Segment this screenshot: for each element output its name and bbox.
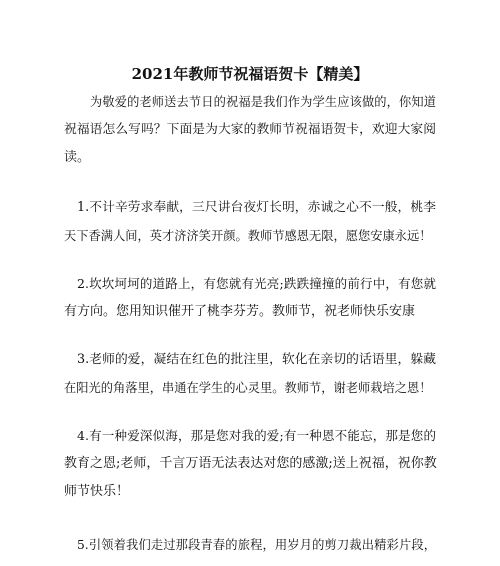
paragraph-line: 天下香满人间，英才济济笑开颜。教师节感恩无限，愿您安康永远！ [64, 229, 432, 243]
intro-paragraph [64, 88, 436, 172]
greeting-item-3 [64, 346, 436, 402]
paragraph-line: 祝福语怎么写吗？下面是为大家的教师节祝福语贺卡，欢迎大家阅 [64, 122, 436, 137]
paragraph-line: 3.老师的爱，凝结在红色的批注里，软化在亲切的话语里，躲藏 [77, 352, 436, 367]
paragraph-line: 5.引领着我们走过那段青春的旅程，用岁月的剪刀裁出精彩片段， [77, 538, 436, 552]
paragraph-line: 师节快乐！ [64, 484, 130, 499]
document-title: 2021年教师节祝福语贺卡【精美】 [131, 65, 369, 83]
paragraph-line: 在阳光的角落里，串通在学生的心灵里。教师节，谢老师栽培之恩！ [64, 381, 432, 395]
paragraph-line: 读。 [64, 150, 91, 165]
paragraph-line: 2.坎坎坷坷的道路上，有您就有光亮;跌跌撞撞的前行中，有您就 [77, 276, 436, 291]
paragraph-line: 4.有一种爱深似海，那是您对我的爱;有一种恩不能忘，那是您的 [77, 428, 436, 443]
paragraph-line: 1.不计辛劳求奉献，三尺讲台夜灯长明，赤诚之心不一般，桃李 [77, 200, 436, 215]
greeting-item-1 [64, 194, 436, 250]
paragraph-line: 为敬爱的老师送去节日的祝福是我们作为学生应该做的，你知道 [90, 95, 436, 109]
greeting-item-2 [64, 270, 436, 326]
paragraph-line: 有方向。您用知识催开了桃李芬芳。教师节，祝老师快乐安康 [64, 304, 416, 319]
greeting-item-5 [64, 531, 436, 559]
greeting-item-4 [64, 422, 436, 506]
paragraph-line: 教育之恩;老师，千言万语无法表达对您的感激;送上祝福，祝你教 [64, 456, 437, 471]
